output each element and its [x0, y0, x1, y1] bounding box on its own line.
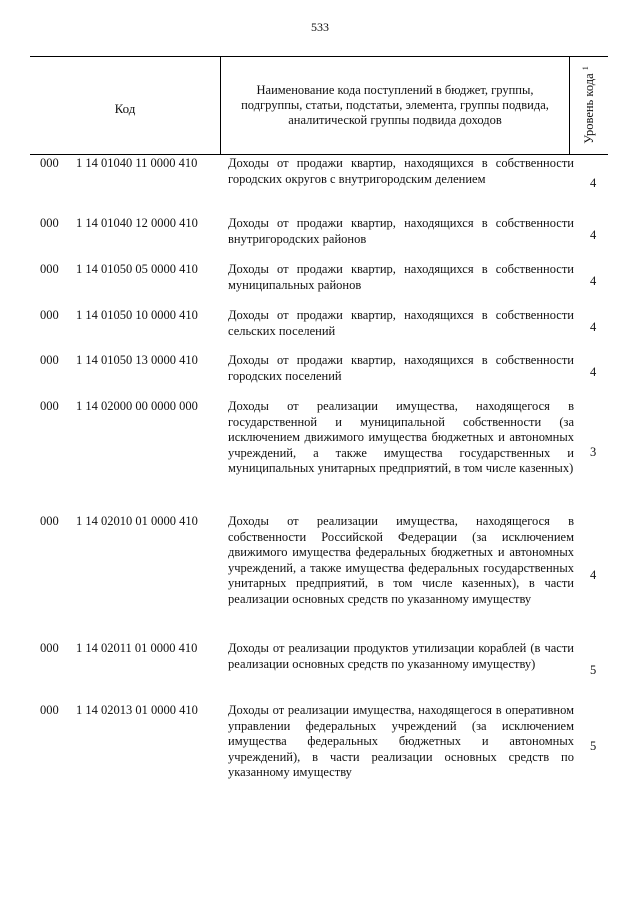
header-level-label: Уровень кода — [582, 73, 597, 144]
row-level: 4 — [590, 274, 597, 288]
header-name: Наименование кода поступлений в бюджет, группы, подгруппы, статьи, подстатьи, элемента, группы подвида, аналитической группы подвида доходов — [220, 57, 570, 154]
row-prefix: 000 — [40, 703, 59, 717]
row-level: 4 — [590, 228, 597, 242]
row-prefix: 000 — [40, 216, 59, 230]
table-header — [30, 56, 608, 155]
row-name: Доходы от продажи квартир, находящихся в собственности сельских поселений — [228, 308, 574, 338]
row-level: 4 — [590, 365, 597, 379]
page-number: 533 — [311, 20, 329, 34]
row-code: 1 14 01050 13 0000 410 — [76, 353, 198, 367]
row-prefix: 000 — [40, 308, 59, 322]
row-name: Доходы от продажи квартир, находящихся в собственности городских поселений — [228, 353, 574, 383]
row-level: 3 — [590, 445, 597, 459]
row-level: 4 — [590, 568, 597, 582]
header-level-footnote: 1 — [580, 66, 590, 71]
row-prefix: 000 — [40, 399, 59, 413]
row-prefix: 000 — [40, 156, 59, 170]
row-code: 1 14 01040 12 0000 410 — [76, 216, 198, 230]
row-prefix: 000 — [40, 514, 59, 528]
row-prefix: 000 — [40, 641, 59, 655]
row-name: Доходы от продажи квартир, находящихся в собственности внутригородских районов — [228, 216, 574, 246]
row-level: 5 — [590, 663, 597, 677]
row-code: 1 14 02010 01 0000 410 — [76, 514, 198, 528]
row-level: 4 — [590, 176, 597, 190]
row-name: Доходы от реализации имущества, находящегося в собственности Российской Федерации (за исключением движимого имущества федеральных бюджетных и автономных учреждений, а также имущества федеральных государственных унитарных предприятий, в том числе казенных), в части реализации основных средств по указанному имуществу — [228, 514, 574, 606]
row-name: Доходы от продажи квартир, находящихся в собственности городских округов с внутригородским делением — [228, 156, 574, 186]
row-prefix: 000 — [40, 353, 59, 367]
row-code: 1 14 02013 01 0000 410 — [76, 703, 198, 717]
row-code: 1 14 01040 11 0000 410 — [76, 156, 198, 170]
row-name: Доходы от продажи квартир, находящихся в собственности муниципальных районов — [228, 262, 574, 292]
header-level — [570, 57, 608, 154]
row-code: 1 14 01050 10 0000 410 — [76, 308, 198, 322]
row-name: Доходы от реализации имущества, находящегося в оперативном управлении федеральных учреждений (за исключением имущества федеральных бюджетных и автономных учреждений), в части реализации основных средств по указанному имуществу — [228, 703, 574, 780]
row-prefix: 000 — [40, 262, 59, 276]
row-code: 1 14 01050 05 0000 410 — [76, 262, 198, 276]
row-code: 1 14 02000 00 0000 000 — [76, 399, 198, 413]
header-code: Код — [114, 100, 136, 116]
row-name: Доходы от реализации продуктов утилизации кораблей (в части реализации основных средств по указанному имуществу) — [228, 641, 574, 671]
row-level: 4 — [590, 320, 597, 334]
header-level-text — [581, 66, 597, 144]
row-code: 1 14 02011 01 0000 410 — [76, 641, 198, 655]
row-level: 5 — [590, 739, 597, 753]
row-name: Доходы от реализации имущества, находящегося в государственной и муниципальной собственности (за исключением движимого имущества бюджетных и автономных учреждений, а также имущества государственных и муниципальных унитарных предприятий, в том числе казенных) — [228, 399, 574, 476]
